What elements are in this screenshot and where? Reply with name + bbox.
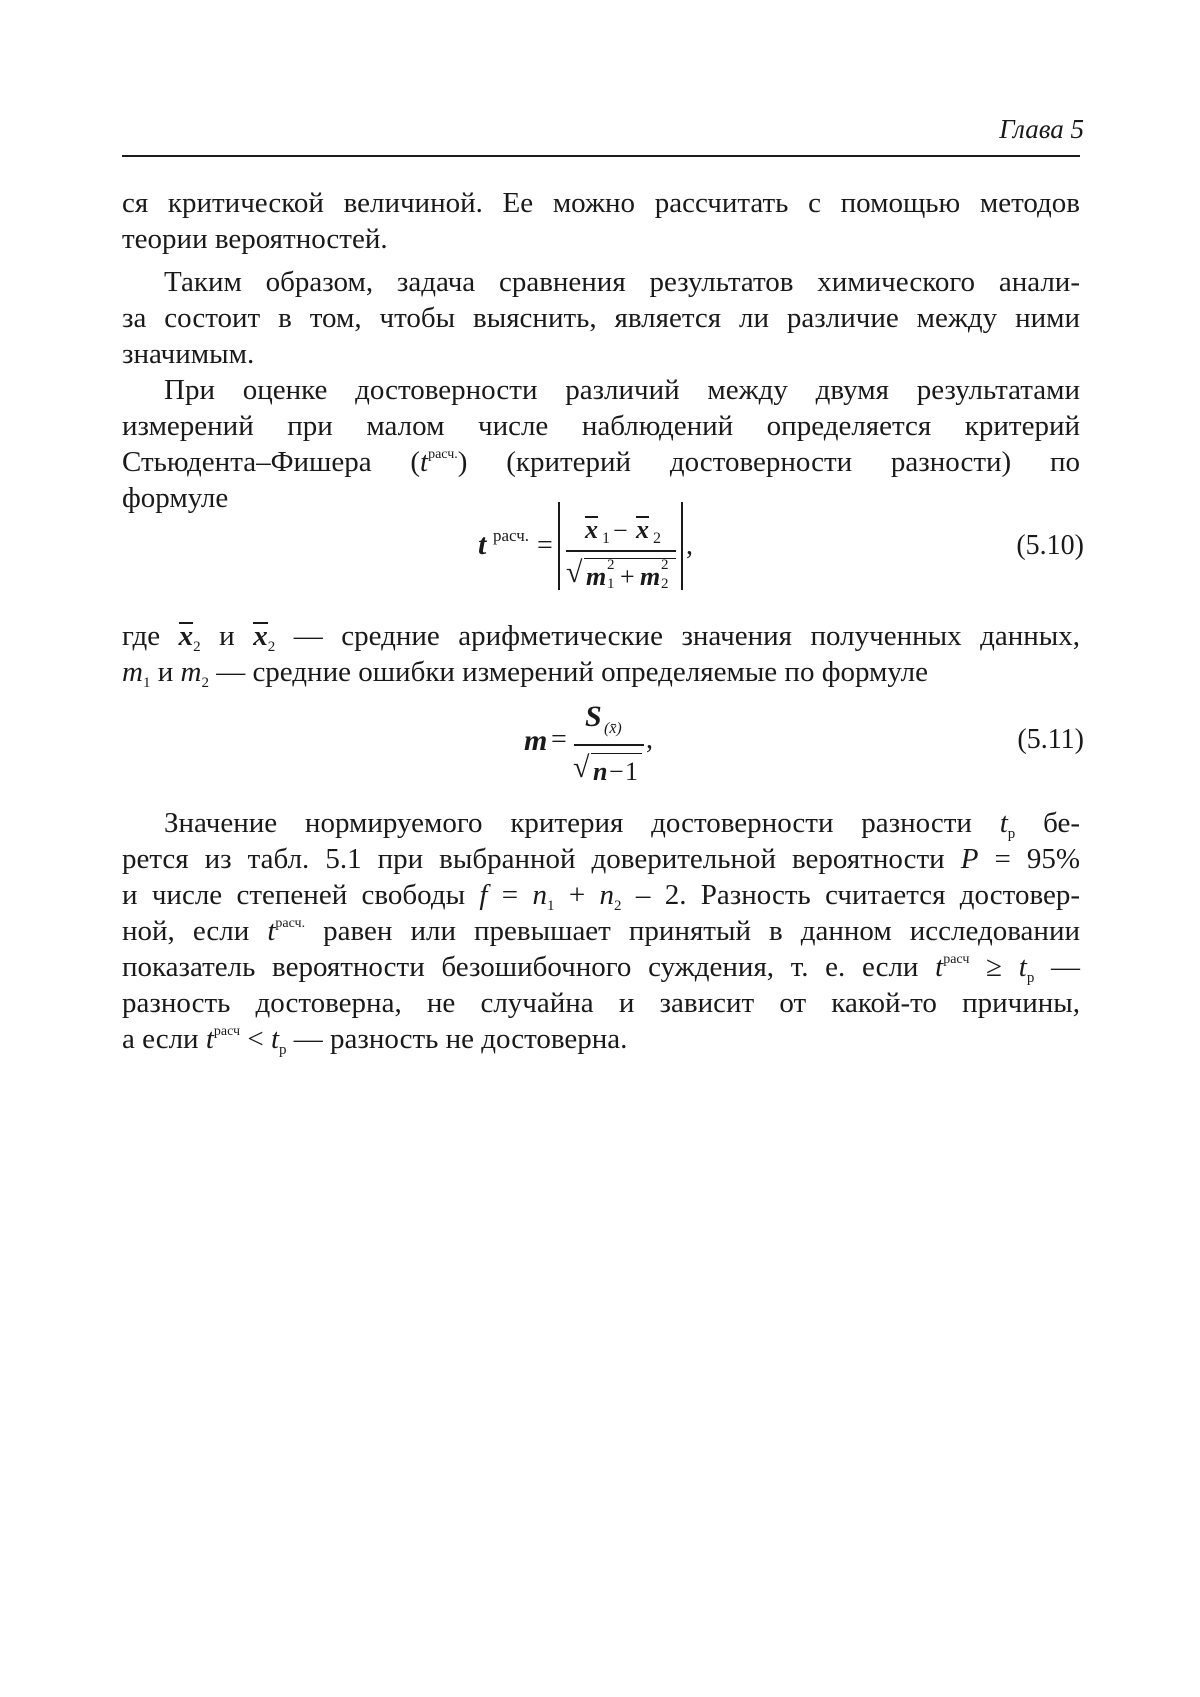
f1-lhs-sup: расч. <box>493 526 530 545</box>
p5-l4-text-a: ной, если <box>122 915 268 947</box>
formula-number-5-10: (5.10) <box>1016 530 1084 561</box>
p5-eq: = <box>487 879 533 911</box>
p4-m1-sub: 1 <box>142 675 151 691</box>
p5-f: f <box>479 879 488 911</box>
p5-n2-sub: 2 <box>614 898 622 914</box>
f1-abs-left <box>558 502 560 590</box>
f1-comma: , <box>686 530 693 561</box>
p5-ge: ≥ <box>969 951 1019 983</box>
p3-line2: измерений при малом числе наблюдений определяется критерий <box>122 410 1080 442</box>
t-superscript: расч. <box>428 447 458 462</box>
p5-line5 <box>122 949 1080 985</box>
p5-line6: разность достоверна, не случайна и зависит от какой-то причины, <box>122 987 1080 1019</box>
p5-l5-tp: t <box>1018 951 1027 983</box>
p5-line7 <box>122 1021 1080 1057</box>
p4-text-b: — средние арифметические значения полученных данных, <box>293 620 1081 652</box>
p5-lt: < <box>240 1023 271 1055</box>
p5-l5-text-b: — <box>1034 951 1081 983</box>
p3-line3 <box>122 444 1080 480</box>
f2-den-n: n <box>593 757 608 786</box>
f2-sqrt-sign: √ <box>573 751 590 784</box>
f1-fraction-line <box>566 550 676 552</box>
p5-l7-tp-sub: р <box>279 1042 287 1058</box>
p5-l5-tp-sub: р <box>1026 970 1035 986</box>
f1-den-sup2: 2 <box>661 557 669 573</box>
p5-text-a: Значение нормируемого критерия достоверности разности <box>164 807 1000 839</box>
t-symbol: t <box>420 446 429 478</box>
p1-line1: ся критической величиной. Ее можно рассчитать с помощью методов <box>122 187 1080 219</box>
p3-text-b: ) (критерий достоверности разности) по <box>457 446 1080 478</box>
header-rule <box>122 155 1080 157</box>
f2-den-minus: − <box>609 757 624 786</box>
p5-l4-t-sup: расч. <box>275 916 306 931</box>
f1-den-sub1: 1 <box>607 576 615 592</box>
p1-line2: теории вероятностей. <box>122 223 388 255</box>
p2-line3: значимым. <box>122 338 255 370</box>
chapter-header: Глава 5 <box>999 114 1084 144</box>
p2-line2: за состоит в том, чтобы выяснить, является ли различие между ними <box>122 302 1080 334</box>
f2-den-one: 1 <box>625 757 638 786</box>
p5-l3-text-a: и числе степеней свободы <box>122 879 480 911</box>
p5-text-b: бе- <box>1015 807 1080 839</box>
f2-equals: = <box>551 724 567 755</box>
f1-den-sub2: 2 <box>661 576 669 592</box>
p5-line3 <box>122 877 1080 913</box>
f1-num-minus: − <box>613 516 628 545</box>
formula-number-5-11: (5.11) <box>1017 724 1084 755</box>
p5-l7-tp: t <box>270 1023 280 1055</box>
p5-l4-t: t <box>267 915 276 947</box>
f1-den-m2: m <box>640 562 661 591</box>
p5-line1 <box>122 805 1080 841</box>
p3-text-a: Стьюдента–Фишера ( <box>122 446 421 478</box>
p5-plus: + <box>554 879 600 911</box>
p5-line2 <box>122 841 1080 877</box>
p4-m1: m <box>122 656 143 688</box>
p4-x1-sub: 2 <box>193 639 201 655</box>
p3-line1: При оценке достоверности различий между двумя результатами <box>164 374 1080 406</box>
p5-n1: n <box>532 879 547 911</box>
p4-line1 <box>122 618 1080 654</box>
f1-num-x2: x <box>636 515 649 544</box>
f1-num-sub1: 1 <box>602 530 610 547</box>
f1-equals: = <box>537 530 553 561</box>
p5-l7-t: t <box>205 1023 214 1055</box>
p4-x1: x <box>178 620 194 652</box>
p5-n2: n <box>599 879 615 911</box>
p5-line4 <box>122 913 1080 949</box>
f1-num-sub2: 2 <box>653 530 661 547</box>
f2-comma: , <box>646 724 653 755</box>
f1-den-sup1: 2 <box>607 557 615 573</box>
p5-t: t <box>999 807 1008 839</box>
p5-l7-text-a: а если <box>122 1023 206 1055</box>
p5-P: P <box>960 843 979 875</box>
p5-l5-t-sup: расч <box>943 952 970 967</box>
f2-num-S: S <box>585 700 602 733</box>
f1-den-m1: m <box>586 562 607 591</box>
f1-abs-right <box>681 502 683 590</box>
f2-num-sub: (x̄) <box>604 720 622 737</box>
p5-n1-sub: 1 <box>547 898 555 914</box>
p5-l2-text-a: рется из табл. 5.1 при выбранной доверительной вероятности <box>122 843 961 875</box>
p4-text-c: — средние ошибки измерений определяемые по формуле <box>208 656 928 688</box>
f1-lhs-t: t <box>478 528 487 561</box>
p5-l2-text-b: = 95% <box>978 843 1081 875</box>
f2-fraction-line <box>574 744 644 746</box>
f1-sqrt-sign: √ <box>566 556 583 589</box>
p5-l5-t: t <box>935 951 944 983</box>
p5-t-sub: р <box>1007 826 1016 842</box>
p5-l4-text-b: равен или превышает принятый в данном исследовании <box>305 915 1080 947</box>
p5-l7-text-b: — разность не достоверна. <box>286 1023 628 1055</box>
p4-and2: и <box>150 656 181 688</box>
p4-line2 <box>122 654 1080 690</box>
p4-where: где <box>122 620 161 652</box>
p4-x2: x <box>253 620 268 652</box>
f2-sqrt-bar <box>591 753 642 754</box>
p4-m2-sub: 2 <box>201 675 209 691</box>
f1-num-x1: x <box>585 515 598 544</box>
p5-l5-text-a: показатель вероятности безошибочного суждения, т. е. если <box>122 951 936 983</box>
p3-line4: формуле <box>122 482 229 514</box>
f2-lhs-m: m <box>524 724 548 757</box>
p4-m2: m <box>180 656 202 688</box>
p2-line1: Таким образом, задача сравнения результатов химического анали- <box>164 266 1080 298</box>
p5-l7-t-sup: расч <box>213 1024 241 1039</box>
p5-l3-text-b: – 2. Разность считается достовер- <box>621 879 1080 911</box>
p4-and: и <box>219 620 235 652</box>
f1-den-plus: + <box>620 562 635 591</box>
p4-x2-sub: 2 <box>267 639 276 655</box>
